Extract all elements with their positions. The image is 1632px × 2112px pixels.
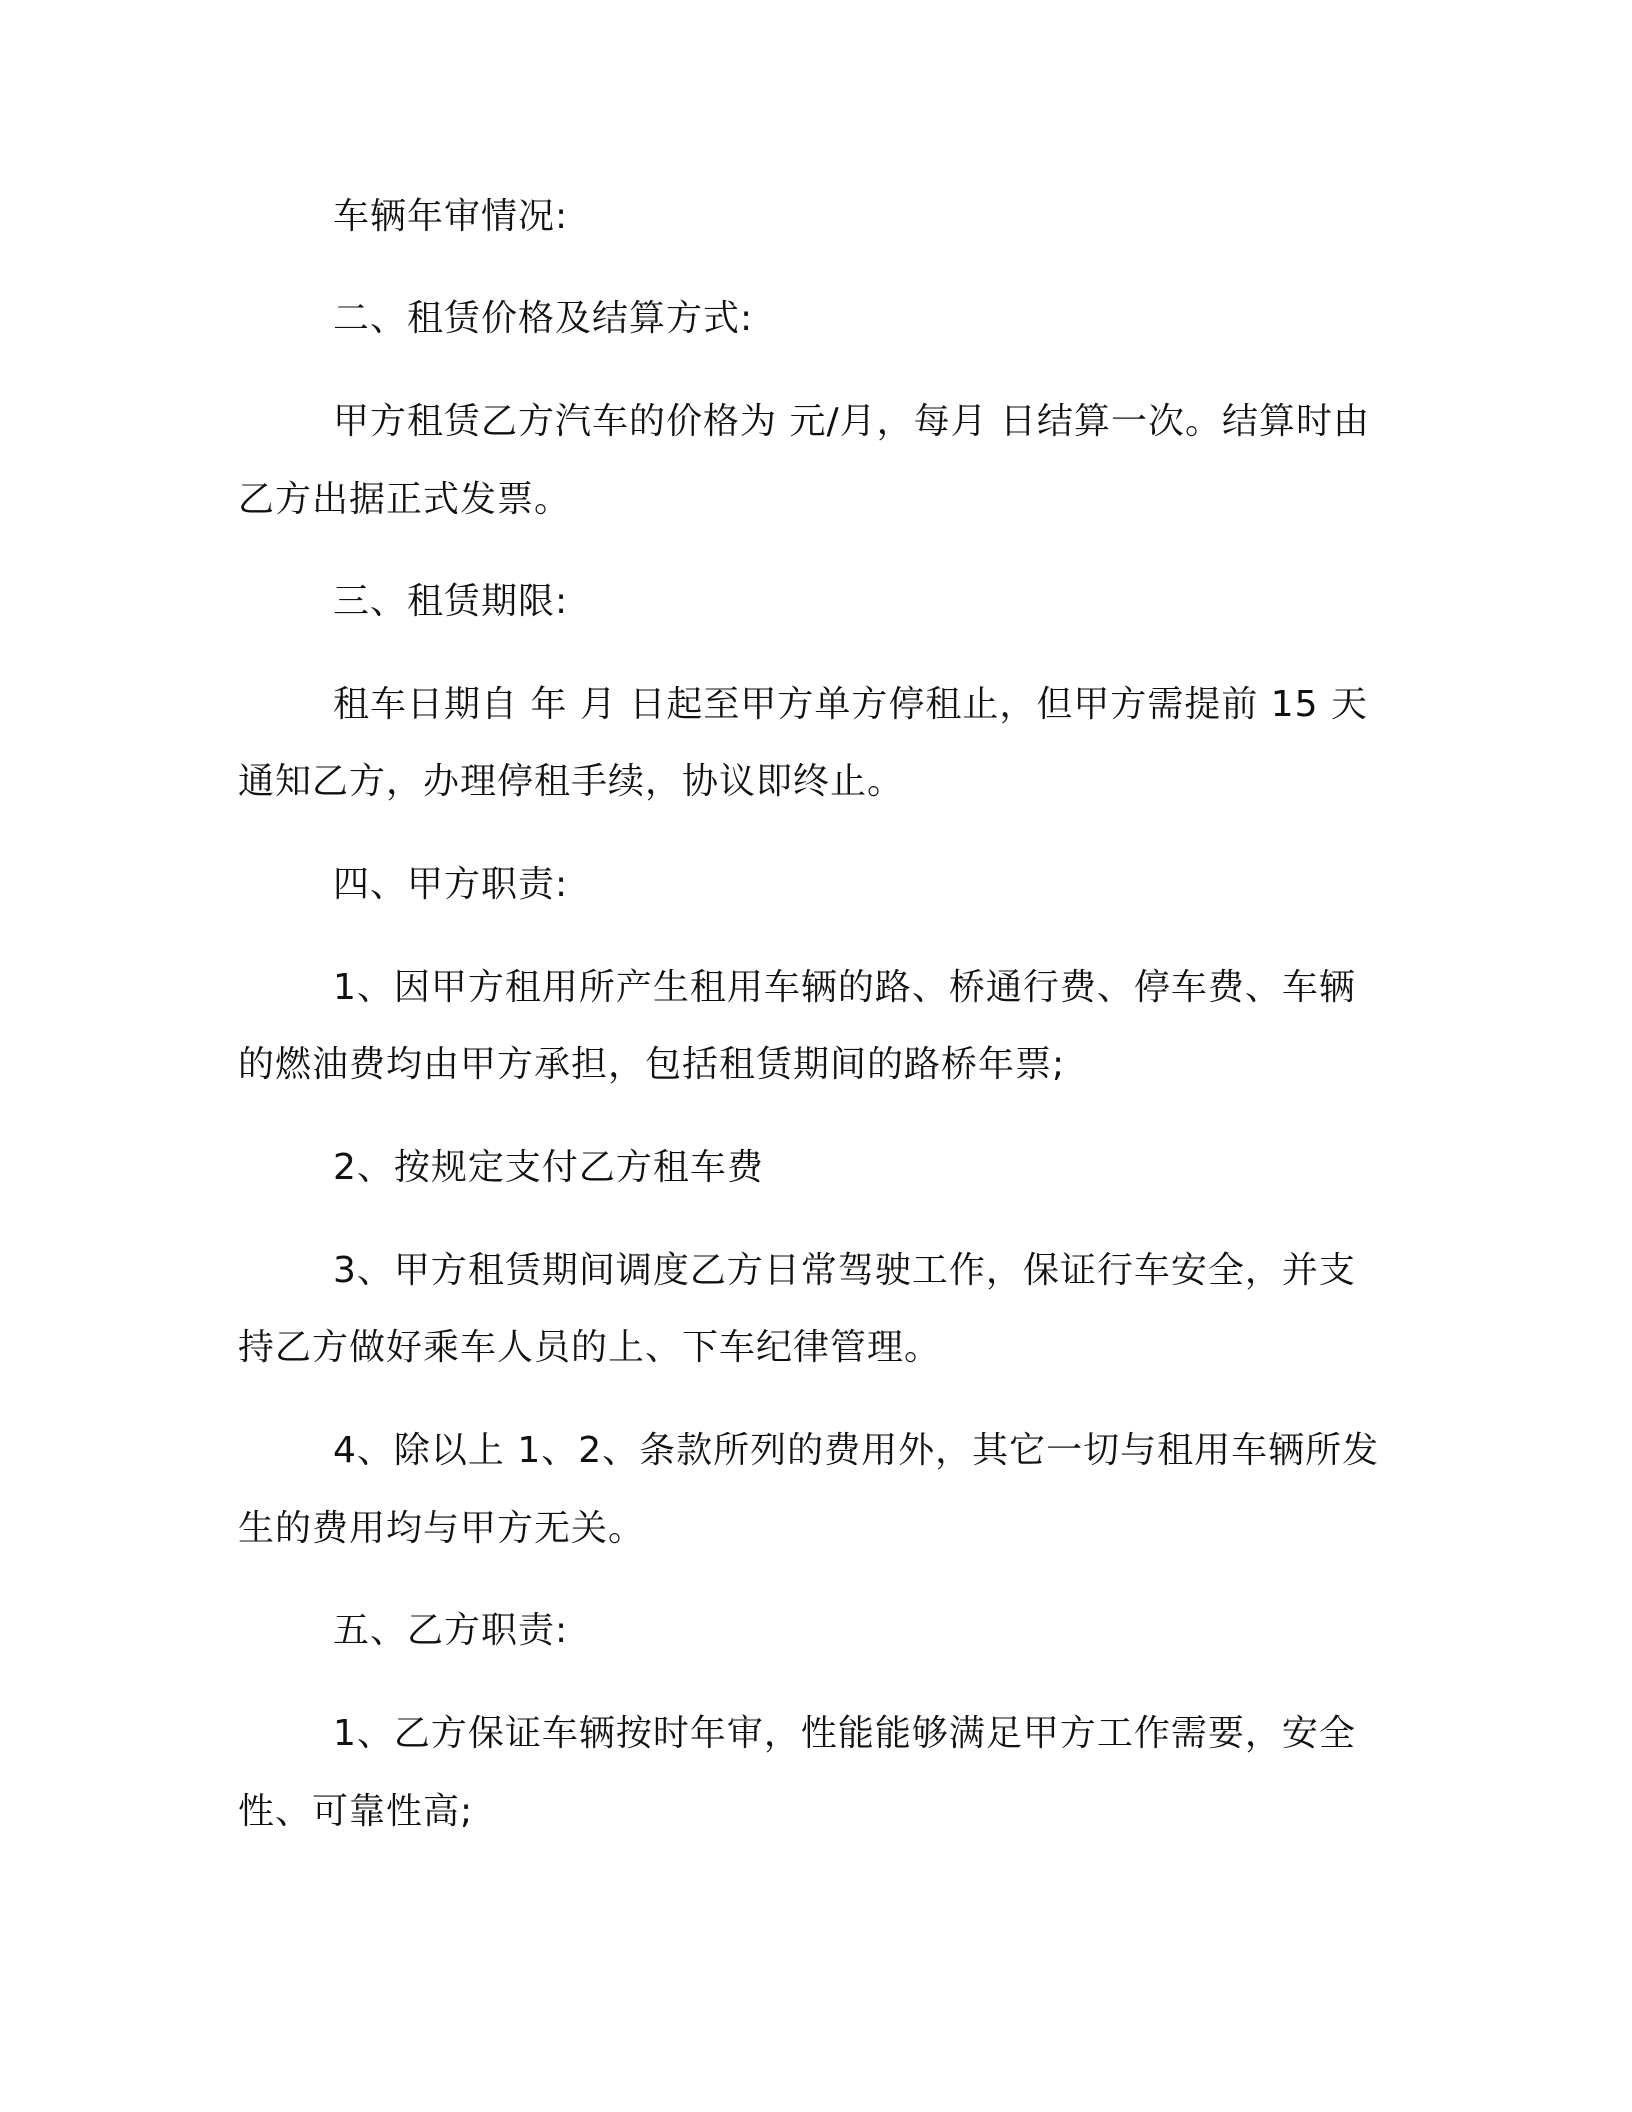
price-paragraph-line-2: 乙方出据正式发票。 <box>238 479 572 520</box>
party-b-duty-1-line-1: 1、乙方保证车辆按时年审，性能能够满足甲方工作需要，安全 <box>333 1713 1356 1754</box>
section-2-heading: 二、租赁价格及结算方式: <box>333 298 754 339</box>
price-paragraph-line-1: 甲方租赁乙方汽车的价格为 元/月，每月 日结算一次。结算时由 <box>333 401 1371 442</box>
section-4-heading: 四、甲方职责: <box>333 864 569 905</box>
party-a-duty-4-line-1: 4、除以上 1、2、条款所列的费用外，其它一切与租用车辆所发 <box>333 1430 1380 1471</box>
term-paragraph-line-1: 租车日期自 年 月 日起至甲方单方停租止，但甲方需提前 15 天 <box>333 684 1369 725</box>
party-a-duty-2: 2、按规定支付乙方租车费 <box>333 1147 764 1188</box>
party-a-duty-3-line-1: 3、甲方租赁期间调度乙方日常驾驶工作，保证行车安全，并支 <box>333 1250 1356 1291</box>
party-b-duty-1-line-2: 性、可靠性高; <box>238 1791 474 1832</box>
party-a-duty-4-line-2: 生的费用均与甲方无关。 <box>238 1508 646 1549</box>
section-3-heading: 三、租赁期限: <box>333 581 569 622</box>
party-a-duty-1-line-1: 1、因甲方租用所产生租用车辆的路、桥通行费、停车费、车辆 <box>333 967 1356 1008</box>
term-paragraph-line-2: 通知乙方，办理停租手续，协议即终止。 <box>238 761 905 802</box>
annual-inspection-status-line: 车辆年审情况: <box>333 196 569 237</box>
party-a-duty-3-line-2: 持乙方做好乘车人员的上、下车纪律管理。 <box>238 1327 942 1368</box>
party-a-duty-1-line-2: 的燃油费均由甲方承担，包括租赁期间的路桥年票; <box>238 1044 1066 1085</box>
section-5-heading: 五、乙方职责: <box>333 1610 569 1651</box>
